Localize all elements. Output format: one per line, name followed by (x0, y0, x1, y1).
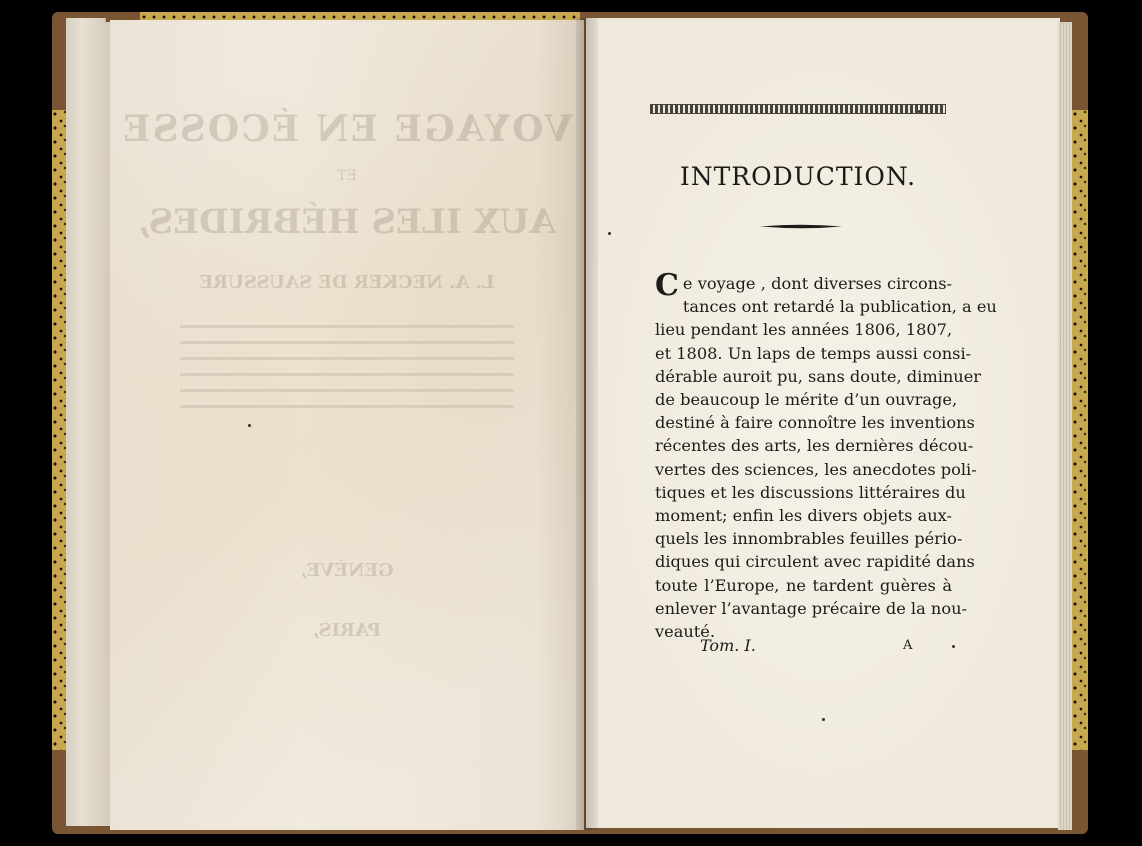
bleed-through-text (110, 20, 584, 830)
body-line (655, 574, 952, 597)
body-line-text: récentes des arts, les dernières décou- (655, 436, 974, 456)
bleed-subtitle-lines (180, 312, 514, 421)
body-line (655, 342, 972, 365)
left-page (110, 20, 584, 830)
header-ornament-rule (650, 104, 946, 114)
paper-speck (248, 424, 251, 427)
paper-speck (918, 110, 921, 113)
paper-speck (822, 718, 825, 721)
body-line-text: e voyage , dont diverses circons- (682, 274, 952, 293)
page-title: INTRODUCTION. (679, 162, 917, 191)
body-paragraph (655, 268, 997, 643)
body-line (655, 318, 952, 341)
bleed-author: L. A. NECKER DE SAUSSURE (199, 272, 495, 293)
bleed-title-line1: VOYAGE EN ÉCOSSE (121, 108, 573, 150)
paper-speck (952, 645, 955, 648)
volume-footer: Tom. I. (700, 636, 756, 655)
signature-mark: A (903, 638, 913, 653)
body-line (655, 504, 952, 527)
bleed-title-line3: AUX ILES HÉBRIDES, (138, 202, 556, 242)
title-divider-rule (760, 224, 842, 229)
body-line-text: quels les innombrables feuilles pério- (655, 529, 963, 549)
body-line (655, 527, 963, 550)
body-line-text: de beaucoup le mérite d’un ouvrage, (655, 390, 958, 410)
bleed-title-line2: ET (337, 168, 357, 184)
body-line (655, 365, 982, 388)
body-line-text: veauté. (655, 622, 716, 642)
body-line-text: diques qui circulent avec rapidité dans (655, 552, 975, 572)
body-line (655, 268, 952, 303)
body-line (655, 434, 974, 457)
book-gutter (576, 18, 598, 830)
body-line-text: tiques et les discussions littéraires du (655, 482, 966, 502)
body-line-text: lieu pendant les années 1806, 1807, (655, 320, 953, 340)
body-line-text: dérable auroit pu, sans doute, diminuer (655, 366, 982, 386)
body-line (655, 481, 966, 504)
body-line-text: tances ont retardé la publication, a eu (682, 297, 997, 317)
paper-speck (608, 232, 611, 235)
body-line (655, 411, 975, 434)
body-line-text: toute l’Europe, ne tardent guères à (655, 575, 952, 595)
bleed-city: PARIS, (312, 620, 382, 641)
body-line (655, 295, 997, 318)
drop-cap-letter: C (655, 268, 679, 303)
right-page-stack (1058, 22, 1072, 830)
body-line (655, 458, 977, 481)
body-line-text: enlever l’avantage précaire de la nou- (655, 598, 967, 618)
left-page-stack-inner (88, 22, 112, 826)
body-line (655, 550, 975, 573)
body-line-text: moment; enfin les divers objets aux- (655, 506, 952, 526)
body-line-text: destiné à faire connoître les inventions (655, 413, 975, 433)
body-line-text: et 1808. Un laps de temps aussi consi- (655, 343, 972, 363)
body-line-text: vertes des sciences, les anecdotes poli- (655, 459, 977, 479)
body-line (655, 597, 967, 620)
bleed-place: GENÈVE, (300, 560, 394, 581)
body-line (655, 388, 958, 411)
cover-marbled-edge-right (1072, 110, 1088, 750)
